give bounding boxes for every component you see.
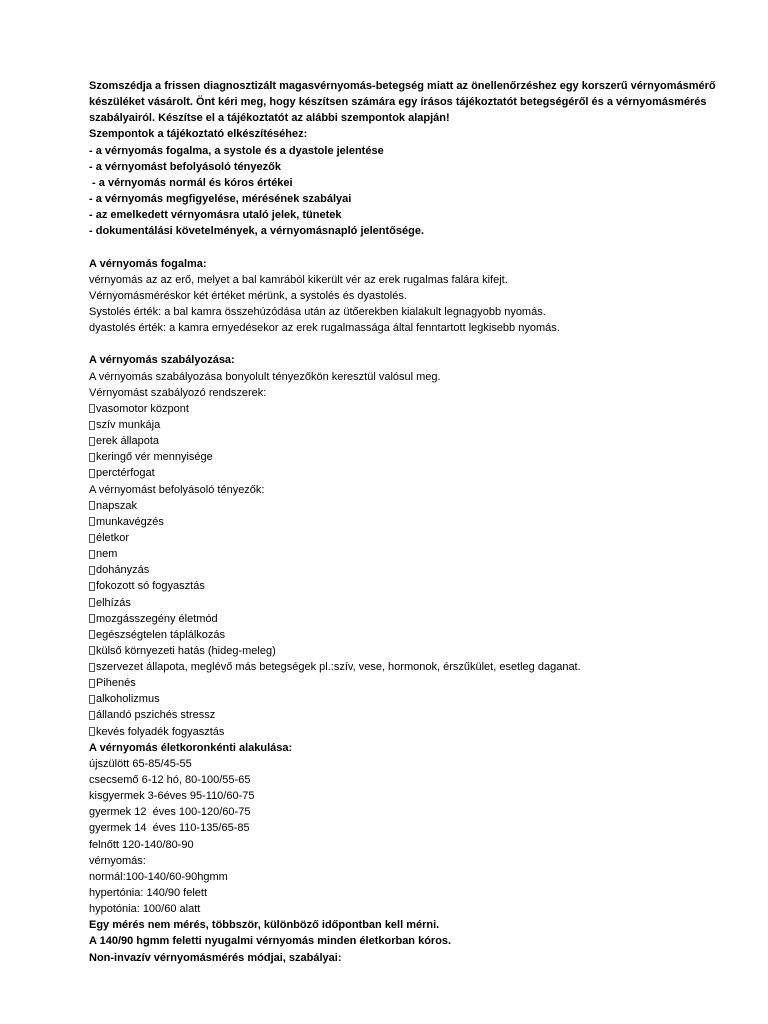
list-item-factor: alkoholizmus	[89, 691, 699, 707]
list-item-system: keringő vér mennyisége	[89, 449, 699, 465]
missing-glyph-icon	[89, 404, 95, 413]
paragraph-line: Vérnyomásméréskor két értéket mérünk, a systolés és dyastolés.	[89, 289, 407, 302]
section-heading-eletkoronkenti: A vérnyomás életkoronkénti alakulása:	[89, 741, 293, 754]
missing-glyph-icon	[89, 421, 95, 430]
list-item-factor: dohányzás	[89, 562, 699, 578]
criteria-item: - az emelkedett vérnyomásra utaló jelek, tünetek	[89, 209, 342, 222]
missing-glyph-icon	[89, 501, 95, 510]
closing-line: A 140/90 hgmm feletti nyugalmi vérnyomás minden életkorban kóros.	[89, 935, 452, 948]
age-value-line: felnőtt 120-140/80-90	[89, 838, 194, 851]
criteria-item: - a vérnyomást befolyásoló tényezők	[89, 160, 281, 173]
section-heading-szabalyozasa: A vérnyomás szabályozása:	[89, 354, 235, 367]
bp-value-line: normál:100-140/60-90hgmm	[89, 870, 228, 883]
list-item-system: szív munkája	[89, 417, 699, 433]
age-value-line: újszülött 65-85/45-55	[89, 757, 192, 770]
intro-line: készüléket vásárolt. Önt kéri meg, hogy készítsen számára egy írásos tájékoztatót betegségéről és a vérnyomásmérés	[89, 96, 707, 109]
missing-glyph-icon	[89, 437, 95, 446]
paragraph-line: A vérnyomás szabályozása bonyolult tényezőkön keresztül valósul meg.	[89, 370, 441, 383]
list-item-factor: életkor	[89, 530, 699, 546]
factors-label: A vérnyomást befolyásoló tényezők:	[89, 483, 265, 496]
missing-glyph-icon	[89, 550, 95, 559]
missing-glyph-icon	[89, 598, 95, 607]
missing-glyph-icon	[89, 695, 95, 704]
age-value-line: csecsemő 6-12 hó, 80-100/55-65	[89, 774, 251, 787]
list-item-factor: kevés folyadék fogyasztás	[89, 724, 699, 740]
missing-glyph-icon	[89, 469, 95, 478]
paragraph-line: Vérnyomást szabályozó rendszerek:	[89, 386, 267, 399]
paragraph-line: dyastolés érték: a kamra ernyedésekor az erek rugalmassága által fenntartott legkisebb nyomás.	[89, 322, 560, 335]
bp-value-line: hypotónia: 100/60 alatt	[89, 903, 201, 916]
intro-line: Szomszédja a frissen diagnosztizált magasvérnyomás-betegség miatt az önellenőrzéshez egy korszerű vérnyomásmérő	[89, 80, 716, 92]
intro-line: szabályairól. Készítse el a tájékoztatót az alábbi szempontok alapján!	[89, 112, 450, 125]
criteria-item: - a vérnyomás fogalma, a systole és a dyastole jelentése	[89, 144, 384, 157]
missing-glyph-icon	[89, 646, 95, 655]
missing-glyph-icon	[89, 663, 95, 672]
list-item-factor: külső környezeti hatás (hideg-meleg)	[89, 643, 699, 659]
criteria-item: - a vérnyomás megfigyelése, mérésének szabályai	[89, 192, 352, 205]
closing-line: Egy mérés nem mérés, többször, különböző időpontban kell mérni.	[89, 919, 440, 932]
bp-value-line: hypertónia: 140/90 felett	[89, 887, 208, 900]
list-item-factor: munkavégzés	[89, 514, 699, 530]
missing-glyph-icon	[89, 534, 95, 543]
criteria-heading: Szempontok a tájékoztató elkészítéséhez:	[89, 128, 308, 141]
missing-glyph-icon	[89, 517, 95, 526]
list-item-factor: állandó pszichés stressz	[89, 707, 699, 723]
bp-label-line: vérnyomás:	[89, 854, 146, 867]
section-heading-fogalma: A vérnyomás fogalma:	[89, 257, 207, 270]
missing-glyph-icon	[89, 614, 95, 623]
list-item-system: perctérfogat	[89, 465, 699, 481]
list-item-factor: napszak	[89, 498, 699, 514]
paragraph-line: vérnyomás az az erő, melyet a bal kamrából kikerült vér az erek rugalmas falára kifejt.	[89, 273, 508, 286]
list-item-factor: elhízás	[89, 595, 699, 611]
missing-glyph-icon	[89, 679, 95, 688]
closing-line: Non-invazív vérnyomásmérés módjai, szabályai:	[89, 951, 342, 964]
missing-glyph-icon	[89, 630, 95, 639]
list-item-factor: Pihenés	[89, 675, 699, 691]
paragraph-line: Systolés érték: a bal kamra összehúzódása után az ütőerekben kialakult legnagyobb nyomás.	[89, 305, 546, 318]
criteria-item: - a vérnyomás normál és kóros értékei	[89, 176, 293, 189]
age-value-line: gyermek 14 éves 110-135/65-85	[89, 822, 250, 835]
spacer	[89, 239, 699, 255]
list-item-factor: szervezet állapota, meglévő más betegségek pl.:szív, vese, hormonok, érszűkület, esetleg daganat.	[89, 659, 699, 675]
missing-glyph-icon	[89, 582, 95, 591]
missing-glyph-icon	[89, 566, 95, 575]
age-value-line: gyermek 12 éves 100-120/60-75	[89, 806, 251, 819]
list-item-factor: egészségtelen táplálkozás	[89, 627, 699, 643]
list-item-factor: nem	[89, 546, 699, 562]
missing-glyph-icon	[89, 711, 95, 720]
missing-glyph-icon	[89, 453, 95, 462]
spacer	[89, 336, 699, 352]
age-value-line: kisgyermek 3-6éves 95-110/60-75	[89, 790, 255, 803]
list-item-system: erek állapota	[89, 433, 699, 449]
criteria-item: - dokumentálási követelmények, a vérnyomásnapló jelentősége.	[89, 225, 425, 238]
document-body	[89, 78, 716, 966]
list-item-system: vasomotor központ	[89, 401, 699, 417]
missing-glyph-icon	[89, 727, 95, 736]
list-item-factor: mozgásszegény életmód	[89, 611, 699, 627]
list-item-factor: fokozott só fogyasztás	[89, 578, 699, 594]
